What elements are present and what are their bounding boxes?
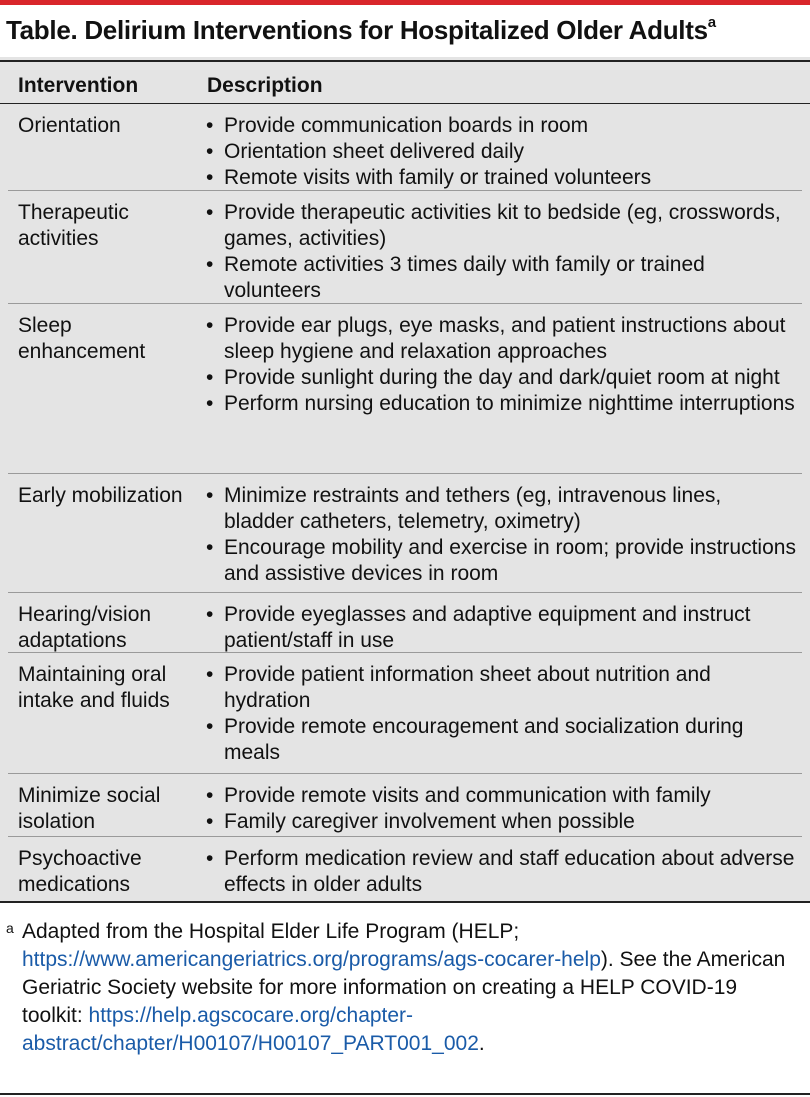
table-footnote	[6, 918, 796, 1058]
description-cell	[206, 313, 796, 417]
description-cell	[206, 200, 796, 304]
footnote-link-help[interactable]: https://www.americangeriatrics.org/programs/ags-cocarer-help	[22, 948, 601, 971]
intervention-cell: Sleep enhancement	[18, 314, 146, 363]
intervention-cell: Psychoactive medications	[18, 847, 142, 896]
intervention-cell: Hearing/vision adaptations	[18, 603, 152, 652]
intervention-cell: Minimize social isolation	[18, 784, 161, 833]
description-cell	[206, 602, 796, 654]
table-row	[0, 304, 810, 474]
description-cell	[206, 783, 796, 835]
description-bullet: • Family caregiver involvement when possible	[206, 809, 796, 835]
footnote-link-toolkit[interactable]: https://help.agscocare.org/chapter-abstract/chapter/H00107/H00107_PART001_002	[22, 1004, 479, 1055]
table-row	[0, 837, 810, 901]
description-bullet: • Remote visits with family or trained volunteers	[206, 165, 796, 191]
description-cell	[206, 662, 796, 766]
description-bullet: • Perform nursing education to minimize nighttime interruptions	[206, 391, 796, 417]
description-bullet: • Provide remote encouragement and socialization during meals	[206, 714, 796, 766]
table-row	[0, 774, 810, 837]
table-row	[0, 104, 810, 191]
description-bullet: • Orientation sheet delivered daily	[206, 139, 796, 165]
table-row	[0, 653, 810, 774]
table-row	[0, 191, 810, 304]
table-row	[0, 593, 810, 653]
footnote-text: Adapted from the Hospital Elder Life Program (HELP; https://www.americangeriatrics.org/programs/ags-cocarer-help). See the American Geriatric Society website for more information on creating a HELP COVID-19 toolkit: https://help.agscocare.org/chapter-abstract/chapter/H00107/H00107_PART001_002.	[22, 920, 786, 1055]
table-title: Table. Delirium Interventions for Hospitalized Older Adults$^a$	[6, 14, 716, 45]
intervention-cell: Orientation	[18, 114, 121, 137]
footer-rule	[0, 1093, 810, 1095]
table-header-row	[0, 62, 810, 104]
description-cell	[206, 846, 796, 898]
description-bullet: • Minimize restraints and tethers (eg, intravenous lines, bladder catheters, telemetry, oximetry)	[206, 483, 796, 535]
description-bullet: • Provide communication boards in room	[206, 113, 796, 139]
intervention-cell: Maintaining oral intake and fluids	[18, 663, 170, 712]
table-bottom-rule	[0, 901, 810, 903]
intervention-cell: Early mobilization	[18, 484, 183, 507]
footnote-mark: a	[6, 920, 14, 936]
description-bullet: • Provide remote visits and communication with family	[206, 783, 796, 809]
description-bullet: • Provide eyeglasses and adaptive equipment and instruct patient/staff in use	[206, 602, 796, 654]
description-bullet: • Provide patient information sheet about nutrition and hydration	[206, 662, 796, 714]
description-bullet: • Provide therapeutic activities kit to bedside (eg, crosswords, games, activities)	[206, 200, 796, 252]
description-bullet: • Provide sunlight during the day and dark/quiet room at night	[206, 365, 796, 391]
title-bar	[0, 5, 810, 57]
intervention-cell: Therapeutic activities	[18, 201, 129, 250]
description-bullet: • Provide ear plugs, eye masks, and patient instructions about sleep hygiene and relaxation approaches	[206, 313, 796, 365]
description-bullet: • Perform medication review and staff education about adverse effects in older adults	[206, 846, 796, 898]
description-bullet: • Remote activities 3 times daily with family or trained volunteers	[206, 252, 796, 304]
title-footnote-mark: a	[707, 14, 716, 32]
table-row	[0, 474, 810, 593]
description-cell	[206, 113, 796, 191]
description-cell	[206, 483, 796, 587]
description-bullet: • Encourage mobility and exercise in room; provide instructions and assistive devices in room	[206, 535, 796, 587]
column-header-description: Description	[207, 74, 323, 97]
column-header-intervention: Intervention	[18, 74, 139, 97]
